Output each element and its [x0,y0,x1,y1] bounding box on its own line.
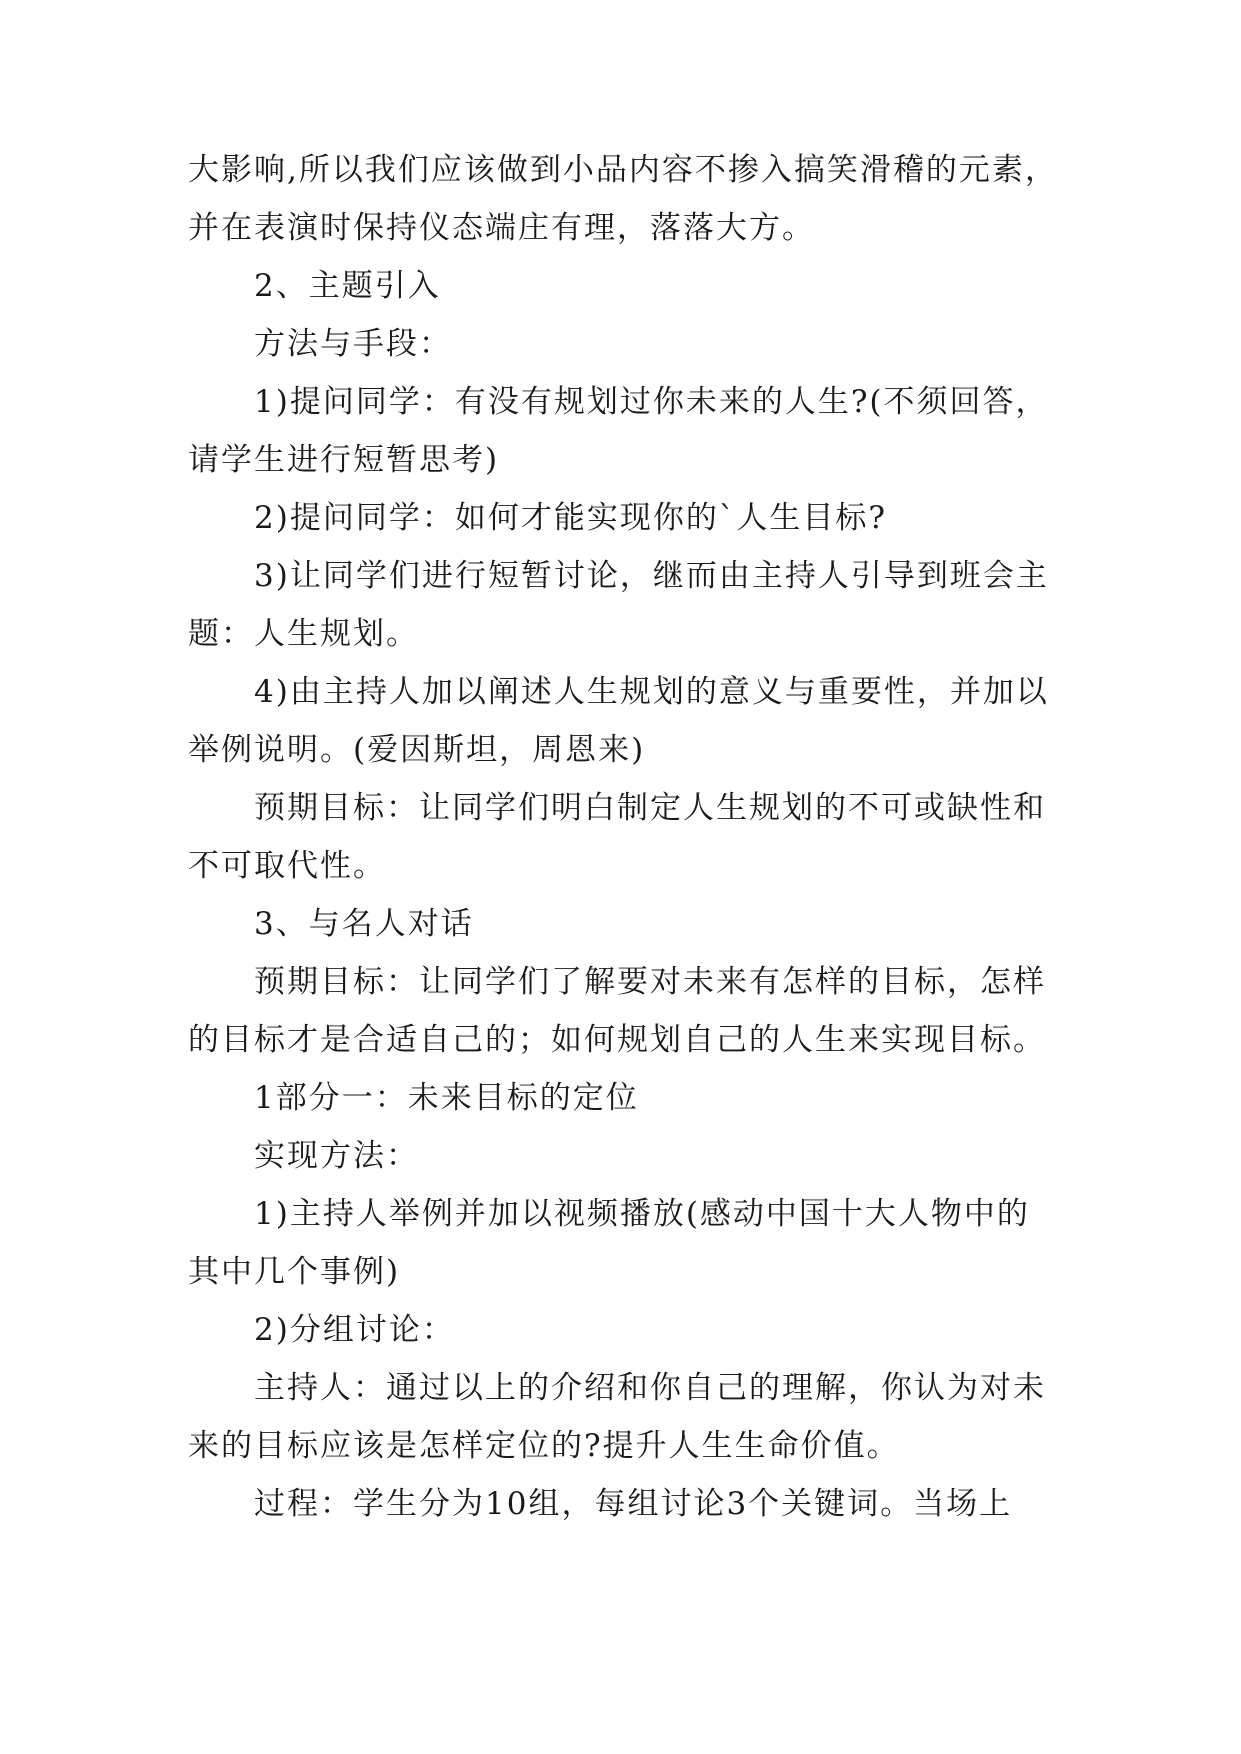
text-line: 4)由主持人加以阐述人生规划的意义与重要性，并加以 [254,674,1049,710]
text-line: 2)分组讨论： [254,1312,455,1348]
text-line: 预期目标：让同学们了解要对未来有怎样的目标，怎样 [254,964,1046,1000]
subsection-heading: 1部分一：未来目标的定位 [254,1080,639,1116]
text-line: 不可取代性。 [188,848,386,884]
text-line: 2)提问同学：如何才能实现你的`人生目标? [254,500,887,536]
text-line: 的目标才是合适自己的；如何规划自己的人生来实现目标。 [188,1022,1046,1058]
text-line: 并在表演时保持仪态端庄有理，落落大方。 [188,210,815,246]
section-heading: 3、与名人对话 [254,906,474,942]
text-line: 举例说明。(爱因斯坦，周恩来) [188,732,646,768]
text-line: 过程：学生分为10组，每组讨论3个关键词。当场上 [254,1486,1013,1522]
text-line: 预期目标：让同学们明白制定人生规划的不可或缺性和 [254,790,1046,826]
text-line: 其中几个事例) [188,1254,401,1290]
text-line: 大影响,所以我们应该做到小品内容不掺入搞笑滑稽的元素， [188,152,1058,188]
section-heading: 2、主题引入 [254,268,441,304]
text-line: 方法与手段： [254,326,452,362]
text-line: 来的目标应该是怎样定位的?提升人生生命价值。 [188,1428,900,1464]
text-line: 请学生进行短暂思考) [188,442,500,478]
text-line: 3)让同学们进行短暂讨论，继而由主持人引导到班会主 [254,558,1049,594]
text-line: 实现方法： [254,1138,419,1174]
text-line: 1)提问同学：有没有规划过你未来的人生?(不须回答， [254,384,1049,420]
text-line: 主持人：通过以上的介绍和你自己的理解，你认为对未 [254,1370,1046,1406]
text-line: 1)主持人举例并加以视频播放(感动中国十大人物中的 [254,1196,1030,1232]
text-line: 题：人生规划。 [188,616,419,652]
